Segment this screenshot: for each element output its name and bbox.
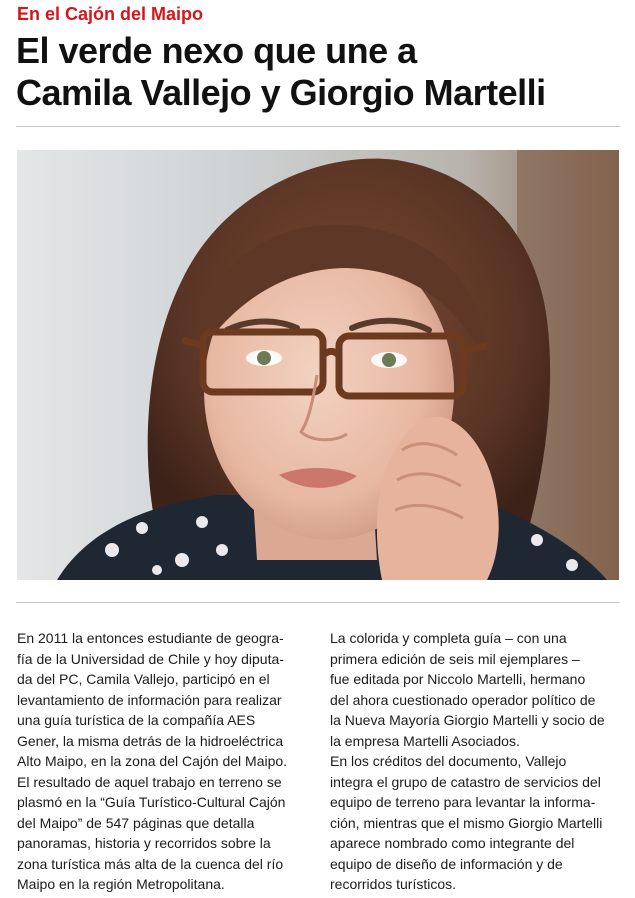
portrait-photo <box>17 150 619 580</box>
divider-top <box>16 126 620 127</box>
divider-middle <box>16 602 620 603</box>
text-line: En los créditos del documento, Vallejo <box>330 753 567 769</box>
text-line: La colorida y completa guía – con una <box>330 630 567 646</box>
text-line: Gener, la misma detrás de la hidroeléctrica <box>17 732 284 749</box>
text-line: fía de la Universidad de Chile y hoy diputa- <box>17 650 284 667</box>
article-kicker: En el Cajón del Maipo <box>17 4 204 24</box>
text-line: El resultado de aquel trabajo en terreno se <box>17 773 282 790</box>
text-line: integra el grupo de catastro de servicios del <box>330 773 601 790</box>
text-line: recorridos turísticos. <box>330 876 457 892</box>
body-column-right <box>330 628 622 895</box>
article-headline <box>16 30 626 114</box>
article-body <box>17 628 621 890</box>
text-line: del Maipo” de 547 páginas que detalla <box>17 814 255 831</box>
headline-line-1: El verde nexo que une a <box>16 30 417 71</box>
portrait-illustration <box>17 150 619 580</box>
text-line: Alto Maipo, en la zona del Cajón del Maipo. <box>17 753 288 769</box>
text-line: una guía turística de la compañía AES <box>17 712 256 728</box>
text-line: la empresa Martelli Asociados. <box>330 732 520 749</box>
text-line: Maipo en la región Metropolitana. <box>17 876 225 892</box>
text-line: plasmó en la “Guía Turístico-Cultural Cajón <box>17 794 286 810</box>
body-column-left <box>17 628 313 895</box>
text-line: fue editada por Niccolo Martelli, hermano <box>330 671 586 687</box>
text-line: levantamiento de información para realizar <box>17 691 282 708</box>
text-line: primera edición de seis mil ejemplares – <box>330 650 580 667</box>
text-line: panoramas, historia y recorridos sobre la <box>17 835 271 851</box>
text-line: ción, mientras que el mismo Giorgio Martelli <box>330 814 603 831</box>
text-line: la Nueva Mayoría Giorgio Martelli y socio de <box>330 712 605 728</box>
text-line: equipo de terreno para levantar la informa- <box>330 794 596 810</box>
text-line: equipo de diseño de información y de <box>330 855 563 872</box>
text-line: zona turística más alta de la cuenca del río <box>17 855 284 872</box>
headline-line-2: Camila Vallejo y Giorgio Martelli <box>16 72 546 113</box>
text-line: aparece nombrado como integrante del <box>330 835 575 851</box>
text-line: En 2011 la entonces estudiante de geogra- <box>17 630 284 646</box>
text-line: del ahora cuestionado operador político de <box>330 691 596 708</box>
text-line: da del PC, Camila Vallejo, participó en el <box>17 671 270 687</box>
